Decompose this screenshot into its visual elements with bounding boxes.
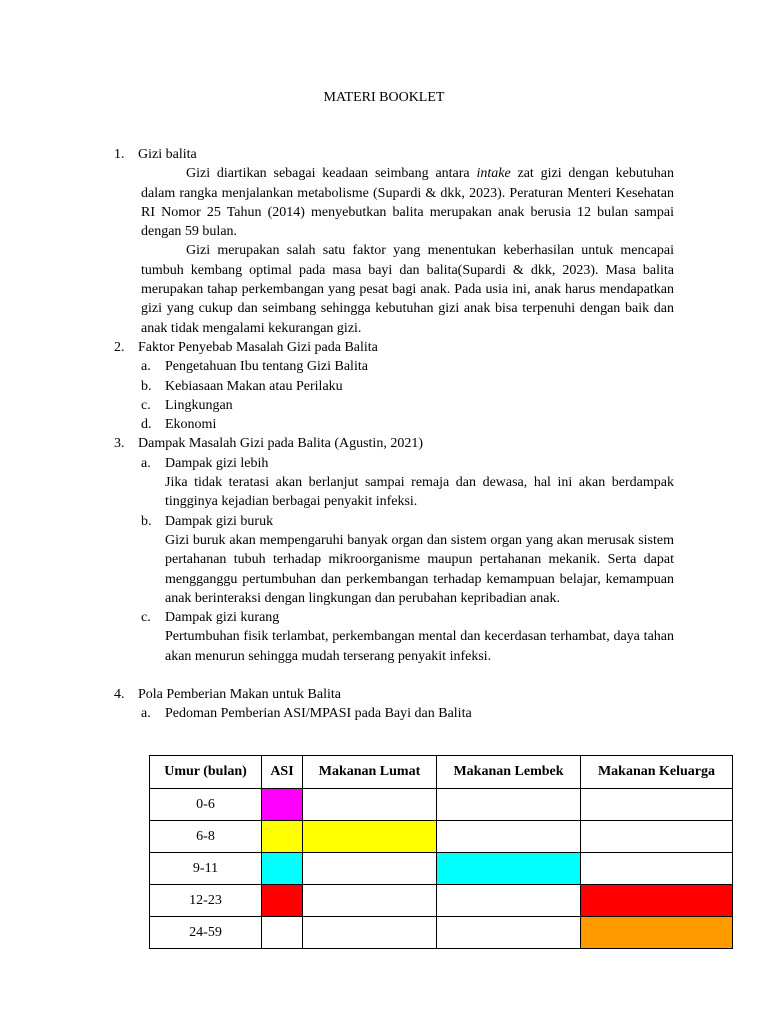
color-cell — [262, 789, 303, 821]
list-item: b. Kebiasaan Makan atau Perilaku — [141, 378, 343, 394]
column-header: Makanan Lembek — [437, 756, 581, 789]
table-header-row — [150, 756, 733, 789]
color-cell — [437, 853, 581, 885]
color-cell — [437, 821, 581, 853]
table-row — [150, 917, 733, 949]
color-cell — [437, 885, 581, 917]
color-cell — [303, 789, 437, 821]
list-item: c. Dampak gizi kurang — [141, 610, 280, 626]
color-cell — [303, 885, 437, 917]
section-title: Faktor Penyebab Masalah Gizi pada Balita — [138, 339, 378, 355]
section-title: Pola Pemberian Makan untuk Balita — [138, 687, 341, 703]
list-item: a. Pedoman Pemberian ASI/MPASI pada Bayi dan Balita — [141, 706, 472, 722]
color-cell — [437, 917, 581, 949]
color-cell — [262, 885, 303, 917]
section-1-paragraph-1: Gizi diartikan sebagai keadaan seimbang antara intake zat gizi dengan kebutuhan dalam rangka menjalankan metabolisme (Supardi & dkk, 2023). Peraturan Menteri Kesehatan RI Nomor 25 Tahun (2014) menyebutkan balita merupakan anak berusia 12 bulan sampai dengan 59 bulan. — [141, 166, 674, 240]
feeding-guideline-table — [149, 755, 733, 949]
table-row — [150, 821, 733, 853]
column-header: Umur (bulan) — [150, 756, 262, 789]
color-cell — [262, 853, 303, 885]
column-header: Makanan Lumat — [303, 756, 437, 789]
section-number: 1. — [114, 147, 125, 162]
list-item: d. Ekonomi — [141, 417, 217, 433]
table-row — [150, 853, 733, 885]
section-title: Gizi balita — [138, 147, 197, 162]
age-cell: 24-59 — [150, 917, 262, 949]
color-cell — [581, 917, 733, 949]
list-item-body: Pertumbuhan fisik terlambat, perkembangan mental dan kecerdasan terhambat, daya tahan akan menurun sehingga mudah terserang penyakit infeksi. — [165, 629, 674, 664]
column-header: ASI — [262, 756, 303, 789]
section-number: 4. — [114, 687, 125, 703]
list-item-body: Gizi buruk akan mempengaruhi banyak organ dan sistem organ yang akan merusak sistem pertahanan tubuh terhadap mikroorganisme maupun pertahanan mekanik. Serta dapat mengganggu pertumbuhan dan perkembangan terhadap kemampuan belajar, kemampuan anak berinteraksi dengan lingkungan dan perubahan kepribadian anak. — [165, 532, 674, 606]
color-cell — [303, 821, 437, 853]
emphasis-intake: intake — [476, 166, 511, 182]
color-cell — [437, 789, 581, 821]
color-cell — [581, 885, 733, 917]
age-cell: 9-11 — [150, 853, 262, 885]
color-cell — [262, 821, 303, 853]
color-cell — [303, 853, 437, 885]
page-title: MATERI BOOKLET — [323, 90, 445, 105]
section-2-heading — [114, 338, 674, 357]
list-item: a. Dampak gizi lebih — [141, 455, 269, 471]
color-cell — [581, 853, 733, 885]
table-row — [150, 789, 733, 821]
section-number: 3. — [114, 436, 125, 452]
age-cell: 12-23 — [150, 885, 262, 917]
color-cell — [303, 917, 437, 949]
section-1-heading — [114, 145, 674, 164]
section-4-heading — [114, 685, 674, 704]
list-item-body: Jika tidak teratasi akan berlanjut sampai remaja dan dewasa, hal ini akan berdampak tingginya kejadian berbagai penyakit infeksi. — [165, 475, 674, 510]
color-cell — [262, 917, 303, 949]
table-row — [150, 885, 733, 917]
section-3-heading — [114, 434, 674, 453]
list-item: b. Dampak gizi buruk — [141, 513, 274, 529]
column-header: Makanan Keluarga — [581, 756, 733, 789]
list-item: a. Pengetahuan Ibu tentang Gizi Balita — [141, 359, 368, 375]
age-cell: 0-6 — [150, 789, 262, 821]
color-cell — [581, 821, 733, 853]
section-number: 2. — [114, 339, 125, 355]
section-1-paragraph-2: Gizi merupakan salah satu faktor yang menentukan keberhasilan untuk mencapai tumbuh kembang optimal pada masa bayi dan balita(Supardi & dkk, 2023). Masa balita merupakan tahap perkembangan yang pesat bagi anak. Pada usia ini, anak harus mendapatkan gizi yang cukup dan seimbang sehingga kebutuhan gizi anak bisa terpenuhi dengan baik dan anak tidak mengalami kekurangan gizi. — [141, 243, 674, 336]
color-cell — [581, 789, 733, 821]
list-item: c. Lingkungan — [141, 397, 233, 413]
section-title: Dampak Masalah Gizi pada Balita (Agustin, 2021) — [138, 436, 423, 452]
age-cell: 6-8 — [150, 821, 262, 853]
document-body — [114, 145, 674, 724]
